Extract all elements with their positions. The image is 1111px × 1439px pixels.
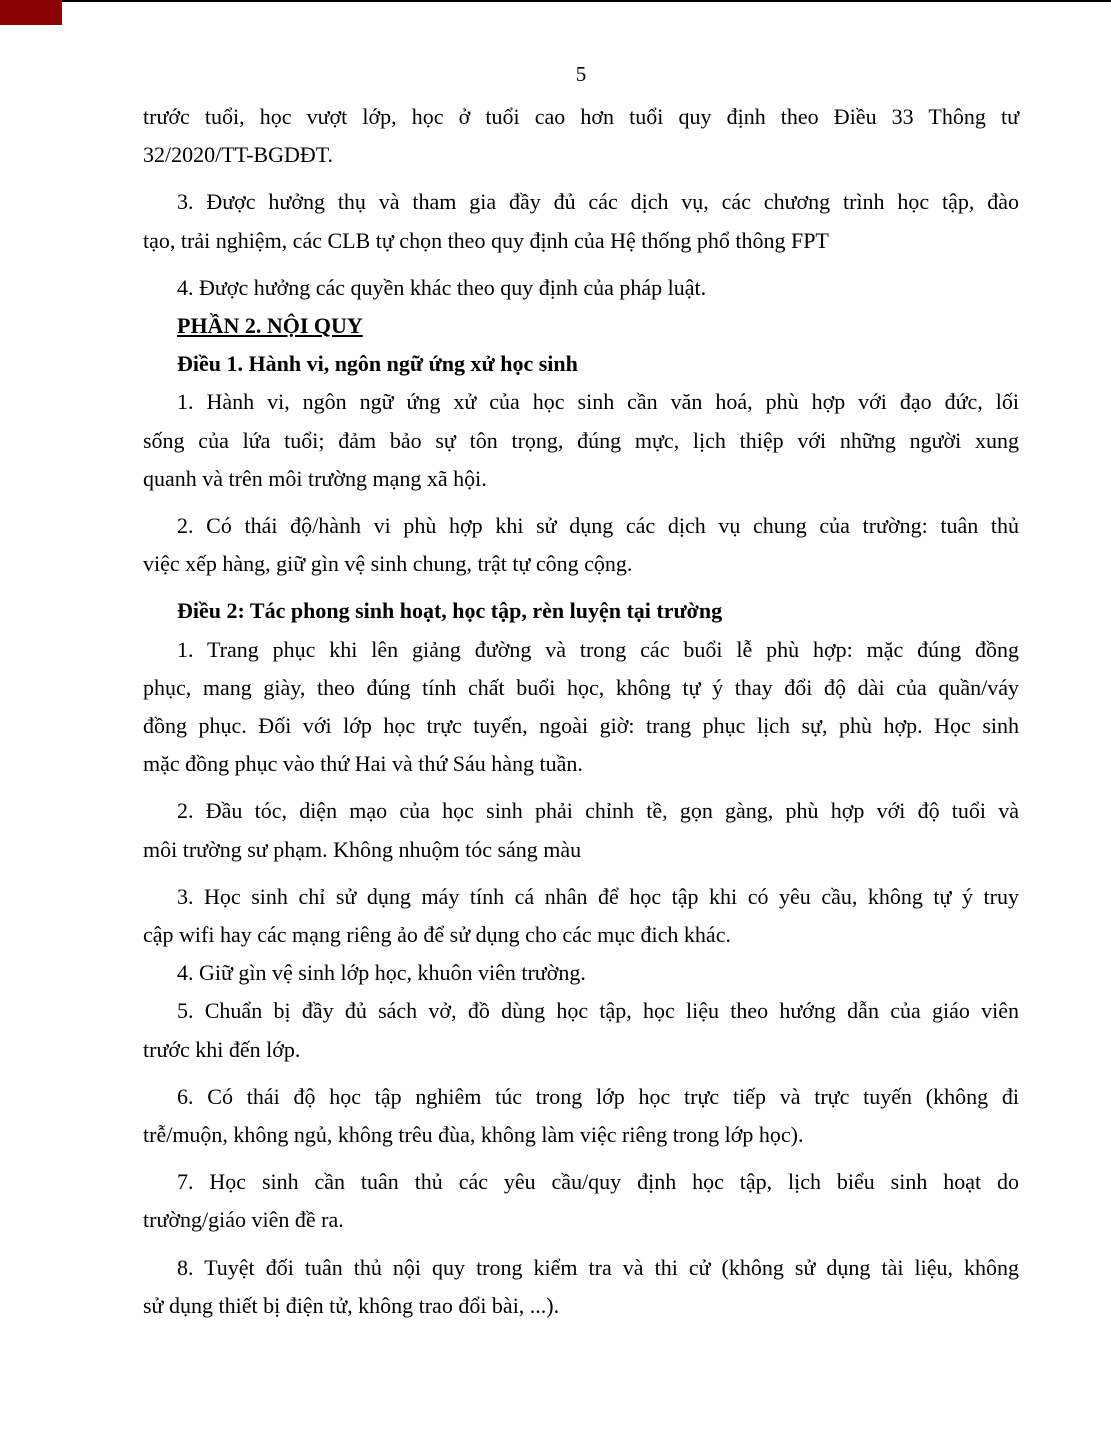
text-line: 2. Có thái độ/hành vi phù hợp khi sử dụng các dịch vụ chung của trường: tuân thủ: [177, 513, 1019, 539]
text-line: trễ/muộn, không ngủ, không trêu đùa, không làm việc riêng trong lớp học).: [143, 1122, 804, 1148]
text-line: phục, mang giày, theo đúng tính chất buổi học, không tự ý thay đổi độ dài của quần/váy: [143, 674, 1019, 700]
paragraph: [143, 383, 1019, 498]
paragraph: [143, 1078, 1019, 1154]
text-line: Điều 2: Tác phong sinh hoạt, học tập, rèn luyện tại trường: [177, 598, 723, 624]
text-line: PHẦN 2. NỘI QUY: [177, 313, 363, 339]
text-line: cập wifi hay các mạng riêng ảo để sử dụng cho các mục đich khác.: [143, 922, 731, 948]
paragraph: [143, 878, 1019, 954]
text-line: 5. Chuẩn bị đầy đủ sách vở, đồ dùng học tập, học liệu theo hướng dẫn của giáo viên: [177, 998, 1019, 1024]
paragraph: [143, 1249, 1019, 1325]
paragraph: [143, 269, 1019, 307]
text-line: trường/giáo viên đề ra.: [143, 1207, 344, 1233]
text-line: 1. Trang phục khi lên giảng đường và trong các buổi lễ phù hợp: mặc đúng đồng: [177, 636, 1019, 662]
text-line: 8. Tuyệt đối tuân thủ nội quy trong kiểm tra và thi cử (không sử dụng tài liệu, không: [177, 1254, 1019, 1280]
text-line: việc xếp hàng, giữ gìn vệ sinh chung, trật tự công cộng.: [143, 551, 633, 577]
text-line: 1. Hành vi, ngôn ngữ ứng xử của học sinh cần văn hoá, phù hợp với đạo đức, lối: [177, 389, 1019, 415]
paragraph: [143, 792, 1019, 868]
text-line: sống của lứa tuổi; đảm bảo sự tôn trọng, đúng mực, lịch thiệp với những người xung: [143, 427, 1019, 453]
text-line: môi trường sư phạm. Không nhuộm tóc sáng màu: [143, 836, 582, 862]
text-line: 2. Đầu tóc, diện mạo của học sinh phải chỉnh tề, gọn gàng, phù hợp với độ tuổi và: [177, 798, 1019, 824]
text-line: 4. Được hưởng các quyền khác theo quy định của pháp luật.: [177, 274, 707, 300]
text-line: 32/2020/TT-BGDĐT.: [143, 142, 334, 168]
section-heading: [143, 592, 1019, 630]
text-line: trước khi đến lớp.: [143, 1036, 301, 1062]
text-line: quanh và trên môi trường mạng xã hội.: [143, 465, 487, 491]
text-line: 3. Học sinh chỉ sử dụng máy tính cá nhân để học tập khi có yêu cầu, không tự ý truy: [177, 883, 1019, 909]
text-line: trước tuổi, học vượt lớp, học ở tuổi cao hơn tuổi quy định theo Điều 33 Thông tư: [143, 104, 1019, 129]
text-line: 7. Học sinh cần tuân thủ các yêu cầu/quy định học tập, lịch biểu sinh hoạt do: [177, 1169, 1019, 1195]
text-line: 4. Giữ gìn vệ sinh lớp học, khuôn viên trường.: [177, 960, 586, 986]
text-line: 6. Có thái độ học tập nghiêm túc trong lớp học trực tiếp và trực tuyến (không đi: [177, 1083, 1019, 1109]
text-line: tạo, trải nghiệm, các CLB tự chọn theo quy định của Hệ thống phổ thông FPT: [143, 227, 829, 253]
paragraph: [143, 954, 1019, 992]
text-line: 3. Được hưởng thụ và tham gia đầy đủ các dịch vụ, các chương trình học tập, đào: [177, 189, 1019, 215]
paragraph: [143, 507, 1019, 583]
text-line: Điều 1. Hành vi, ngôn ngữ ứng xử học sinh: [177, 351, 578, 377]
section-heading: [143, 345, 1019, 383]
corner-accent: [0, 0, 62, 25]
paragraph: [143, 98, 1019, 174]
text-line: sử dụng thiết bị điện tử, không trao đổi bài, ...).: [143, 1292, 560, 1318]
document-content: [143, 98, 1019, 1325]
section-heading: [143, 307, 1019, 345]
paragraph: [143, 631, 1019, 784]
paragraph: [143, 183, 1019, 259]
top-border-line: [0, 0, 1111, 2]
page-number: 5: [575, 62, 587, 86]
text-line: đồng phục. Đối với lớp học trực tuyến, ngoài giờ: trang phục lịch sự, phù hợp. Học sinh: [143, 713, 1019, 739]
paragraph: [143, 1163, 1019, 1239]
text-line: mặc đồng phục vào thứ Hai và thứ Sáu hàng tuần.: [143, 751, 583, 777]
paragraph: [143, 992, 1019, 1068]
